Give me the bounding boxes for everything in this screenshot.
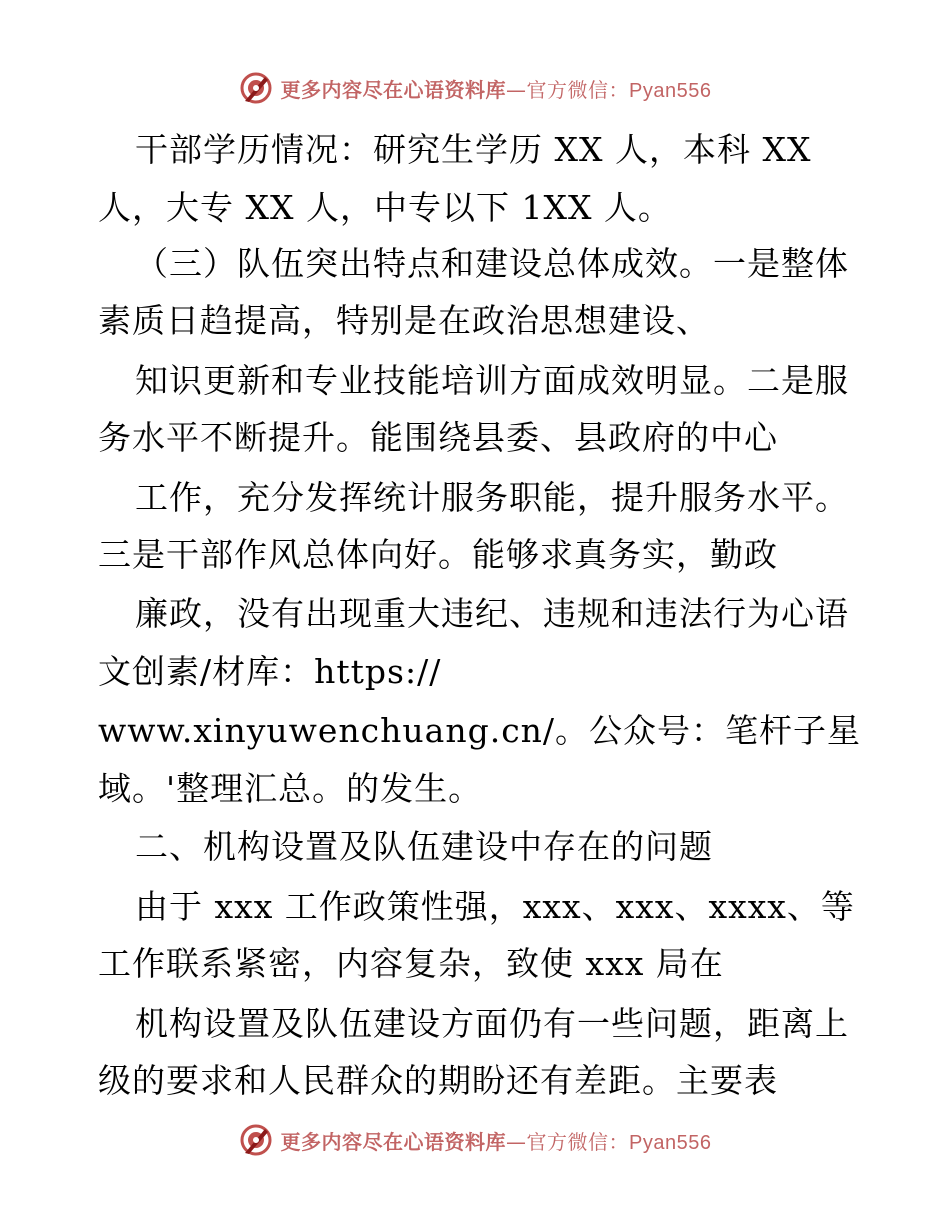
quill-seal-icon bbox=[239, 1123, 273, 1157]
quill-seal-icon bbox=[239, 71, 273, 105]
body-line: 素质日趋提高，特别是在政治思想建设、 bbox=[98, 301, 710, 340]
watermark-text bbox=[281, 74, 712, 103]
watermark-label: 官方微信： bbox=[526, 77, 630, 102]
watermark-account: Pyan556 bbox=[629, 79, 712, 102]
watermark-separator: — bbox=[506, 77, 527, 102]
footer-watermark bbox=[0, 1120, 950, 1160]
watermark-separator: — bbox=[506, 1129, 527, 1154]
body-line: 机构设置及队伍建设方面仍有一些问题，距离上 bbox=[135, 1004, 849, 1043]
watermark-brand: 更多内容尽在心语资料库 bbox=[280, 77, 507, 102]
body-line: 干部学历情况：研究生学历 XX 人，本科 XX bbox=[135, 130, 812, 169]
body-line: 知识更新和专业技能培训方面成效明显。二是服 bbox=[135, 361, 849, 400]
body-line: 三是干部作风总体向好。能够求真务实，勤政 bbox=[98, 535, 778, 574]
watermark-text bbox=[281, 1126, 712, 1155]
body-line: 廉政，没有出现重大违纪、违规和违法行为心语 bbox=[135, 594, 849, 633]
body-line: 工作，充分发挥统计服务职能，提升服务水平。 bbox=[135, 478, 849, 517]
body-line: 务水平不断提升。能围绕县委、县政府的中心 bbox=[98, 418, 778, 457]
watermark-label: 官方微信： bbox=[526, 1129, 630, 1154]
body-line: 工作联系紧密，内容复杂，致使 xxx 局在 bbox=[98, 944, 724, 983]
body-line: 级的要求和人民群众的期盼还有差距。主要表 bbox=[98, 1061, 778, 1100]
section-heading: 二、机构设置及队伍建设中存在的问题 bbox=[135, 827, 713, 866]
watermark-brand: 更多内容尽在心语资料库 bbox=[280, 1129, 507, 1154]
body-line: 域。'整理汇总。的发生。 bbox=[98, 769, 483, 808]
body-line: 文创素/材库：https:// bbox=[98, 652, 442, 691]
watermark-account: Pyan556 bbox=[629, 1131, 712, 1154]
body-line: 人，大专 XX 人，中专以下 1XX 人。 bbox=[98, 188, 672, 227]
body-line: www.xinyuwenchuang.cn/。公众号：笔杆子星 bbox=[98, 711, 862, 750]
body-line: 由于 xxx 工作政策性强，xxx、xxx、xxxx、等 bbox=[135, 887, 855, 926]
header-watermark bbox=[0, 68, 950, 108]
body-line: （三）队伍突出特点和建设总体成效。一是整体 bbox=[135, 244, 849, 283]
